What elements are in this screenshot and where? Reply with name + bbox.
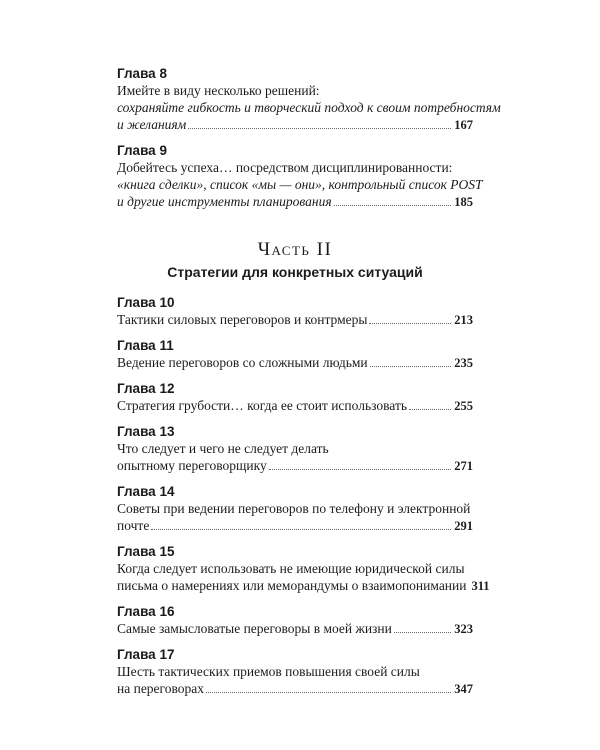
chapter-title-text: Шесть тактических приемов повышения своей силы xyxy=(117,664,420,679)
dot-leader xyxy=(409,405,451,410)
toc-entry[interactable] xyxy=(117,424,473,475)
chapter-title-text: Имейте в виду несколько решений: xyxy=(117,83,320,98)
dot-leader xyxy=(269,465,451,470)
dot-leader xyxy=(394,628,451,633)
chapter-title-line xyxy=(117,82,473,99)
dot-leader xyxy=(206,688,451,693)
part2-entries xyxy=(117,295,490,698)
chapter-title-text: Стратегия грубости… когда ее стоит использовать xyxy=(117,398,407,413)
page-number: 255 xyxy=(454,399,473,413)
page-number: 347 xyxy=(454,682,473,696)
page-number: 311 xyxy=(471,579,490,593)
chapter-title-line xyxy=(117,193,473,211)
part-subtitle: Стратегии для конкретных ситуаций xyxy=(167,264,423,280)
chapter-title-line xyxy=(117,354,473,372)
toc-entry[interactable] xyxy=(117,143,483,211)
part-header xyxy=(117,239,473,281)
chapter-label: Глава 8 xyxy=(117,66,167,81)
chapter-title-text: и другие инструменты планирования xyxy=(117,194,332,209)
chapter-title-line xyxy=(117,620,473,638)
chapter-title-line xyxy=(117,311,473,329)
chapter-label: Глава 13 xyxy=(117,424,175,439)
chapter-title-text: на переговорах xyxy=(117,681,205,696)
chapter-title-line xyxy=(117,500,473,517)
chapter-label: Глава 12 xyxy=(117,381,175,396)
chapter-title-text: Что следует и чего не следует делать xyxy=(117,441,329,456)
dot-leader xyxy=(334,201,452,206)
page-number: 185 xyxy=(454,195,473,209)
toc-entry[interactable] xyxy=(117,604,473,638)
chapter-title-line xyxy=(117,560,473,577)
chapter-title-line xyxy=(117,397,473,415)
toc-entry[interactable] xyxy=(117,295,473,329)
chapter-title-line xyxy=(117,517,473,535)
toc-entry[interactable] xyxy=(117,66,501,134)
dot-leader xyxy=(370,362,452,367)
chapter-title-line xyxy=(117,99,501,116)
page-number: 235 xyxy=(454,356,473,370)
page-number: 323 xyxy=(454,622,473,636)
chapter-title-text: Когда следует использовать не имеющие юридической силы xyxy=(117,561,465,576)
chapter-title-text: Тактики силовых переговоров и контрмеры xyxy=(117,312,368,327)
chapter-title-text: сохраняйте гибкость и творческий подход к своим потребностям xyxy=(117,100,501,115)
chapter-title-line xyxy=(117,159,473,176)
part-title: Часть II xyxy=(257,239,333,260)
chapter-label: Глава 11 xyxy=(117,338,174,353)
toc-entry[interactable] xyxy=(117,484,473,535)
chapter-title-text: почте xyxy=(117,518,150,533)
chapter-label: Глава 17 xyxy=(117,647,175,662)
toc-entry[interactable] xyxy=(117,647,473,698)
dot-leader xyxy=(151,525,451,530)
chapter-label: Глава 9 xyxy=(117,143,167,158)
table-of-contents xyxy=(117,66,501,707)
dot-leader xyxy=(369,319,451,324)
chapter-label: Глава 15 xyxy=(117,544,175,559)
chapter-title-line xyxy=(117,680,473,698)
chapter-label: Глава 16 xyxy=(117,604,175,619)
chapter-title-line xyxy=(117,577,490,595)
page-number: 167 xyxy=(454,118,473,132)
chapter-title-line xyxy=(117,440,473,457)
toc-entry[interactable] xyxy=(117,338,473,372)
page-number: 271 xyxy=(454,459,473,473)
chapter-title-line xyxy=(117,116,473,134)
dot-leader xyxy=(188,124,451,129)
chapter-title-text: Советы при ведении переговоров по телефону и электронной xyxy=(117,501,471,516)
page-number: 291 xyxy=(454,519,473,533)
chapter-title-line xyxy=(117,176,483,193)
chapter-title-text: Ведение переговоров со сложными людьми xyxy=(117,355,368,370)
page-number: 213 xyxy=(454,313,473,327)
chapter-title-text: Добейтесь успеха… посредством дисциплинированности: xyxy=(117,160,453,175)
chapter-title-text: письма о намерениях или меморандумы о взаимопонимании xyxy=(117,578,467,593)
chapter-label: Глава 10 xyxy=(117,295,175,310)
chapter-title-text: и желаниям xyxy=(117,117,187,132)
toc-entry[interactable] xyxy=(117,544,490,595)
chapter-label: Глава 14 xyxy=(117,484,175,499)
chapter-title-line xyxy=(117,663,473,680)
chapter-title-line xyxy=(117,457,473,475)
chapter-title-text: опытному переговорщику xyxy=(117,458,267,473)
toc-entry[interactable] xyxy=(117,381,473,415)
part1-entries xyxy=(117,66,501,211)
chapter-title-text: Самые замысловатые переговоры в моей жизни xyxy=(117,621,392,636)
chapter-title-text: «книга сделки», список «мы — они», контрольный список POST xyxy=(117,177,483,192)
